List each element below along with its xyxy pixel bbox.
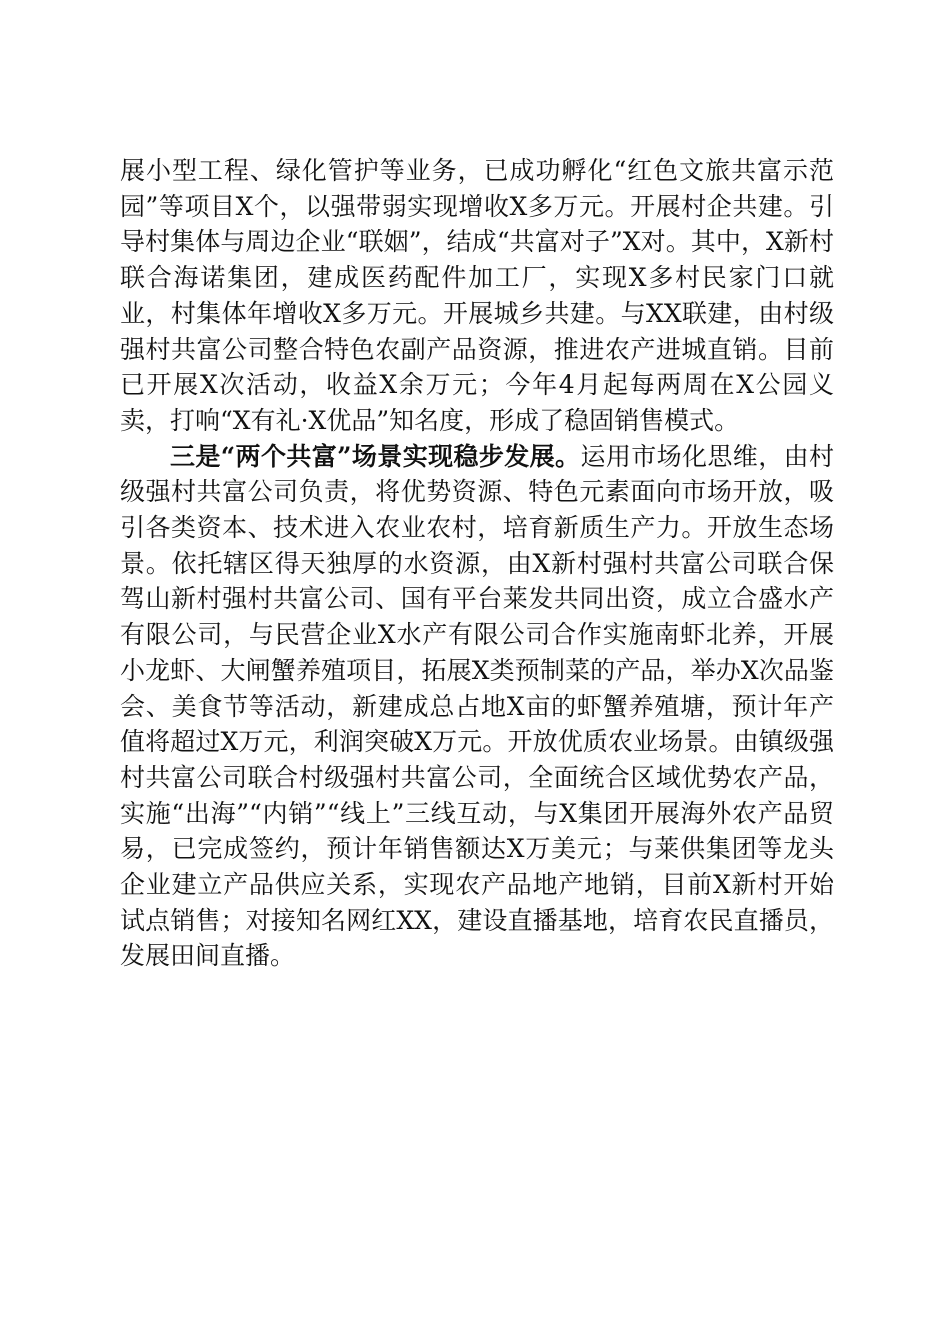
paragraph-text: 运用市场化思维，由村级强村共富公司负责，将优势资源、特色元素面向市场开放，吸引各类资本、技术进入农业农村，培育新质生产力。开放生态场景。依托辖区得天独厚的水资源，由X新村强村共富公司联合保驾山新村强村共富公司、国有平台莱发共同出资，成立合盛水产有限公司，与民营企业X水产有限公司合作实施南虾北养，开展小龙虾、大闸蟹养殖项目，拓展X类预制菜的产品，举办X次品鉴会、美食节等活动，新建成总占地X亩的虾蟹养殖塘，预计年产值将超过X万元，利润突破X万元。开放优质农业场景。由镇级强村共富公司联合村级强村共富公司，全面统合区域优势农产品，实施“出海”“内销”“线上”三线互动，与X集团开展海外农产品贸易，已完成签约，预计年销售额达X万美元；与莱供集团等龙头企业建立产品供应关系，实现农产品地产地销，目前X新村开始试点销售；对接知名网红XX，建设直播基地，培育农民直播员，发展田间直播。 [120,441,834,971]
section-heading: 三是“两个共富”场景实现稳步发展。 [170,441,581,471]
body-paragraph [120,439,834,975]
paragraph-text: 展小型工程、绿化管护等业务，已成功孵化“红色文旅共富示范园”等项目X个，以强带弱实现增收X多万元。开展村企共建。引导村集体与周边企业“联姻”，结成“共富对子”X对。其中，X新村联合海诺集团，建成医药配件加工厂，实现X多村民家门口就业，村集体年增收X多万元。开展城乡共建。与XX联建，由村级强村共富公司整合特色农副产品资源，推进农产进城直销。目前已开展X次活动，收益X余万元；今年4月起每两周在X公园义卖，打响“X有礼·X优品”知名度，形成了稳固销售模式。 [120,156,834,435]
body-paragraph [120,153,834,439]
document-body [120,153,834,974]
